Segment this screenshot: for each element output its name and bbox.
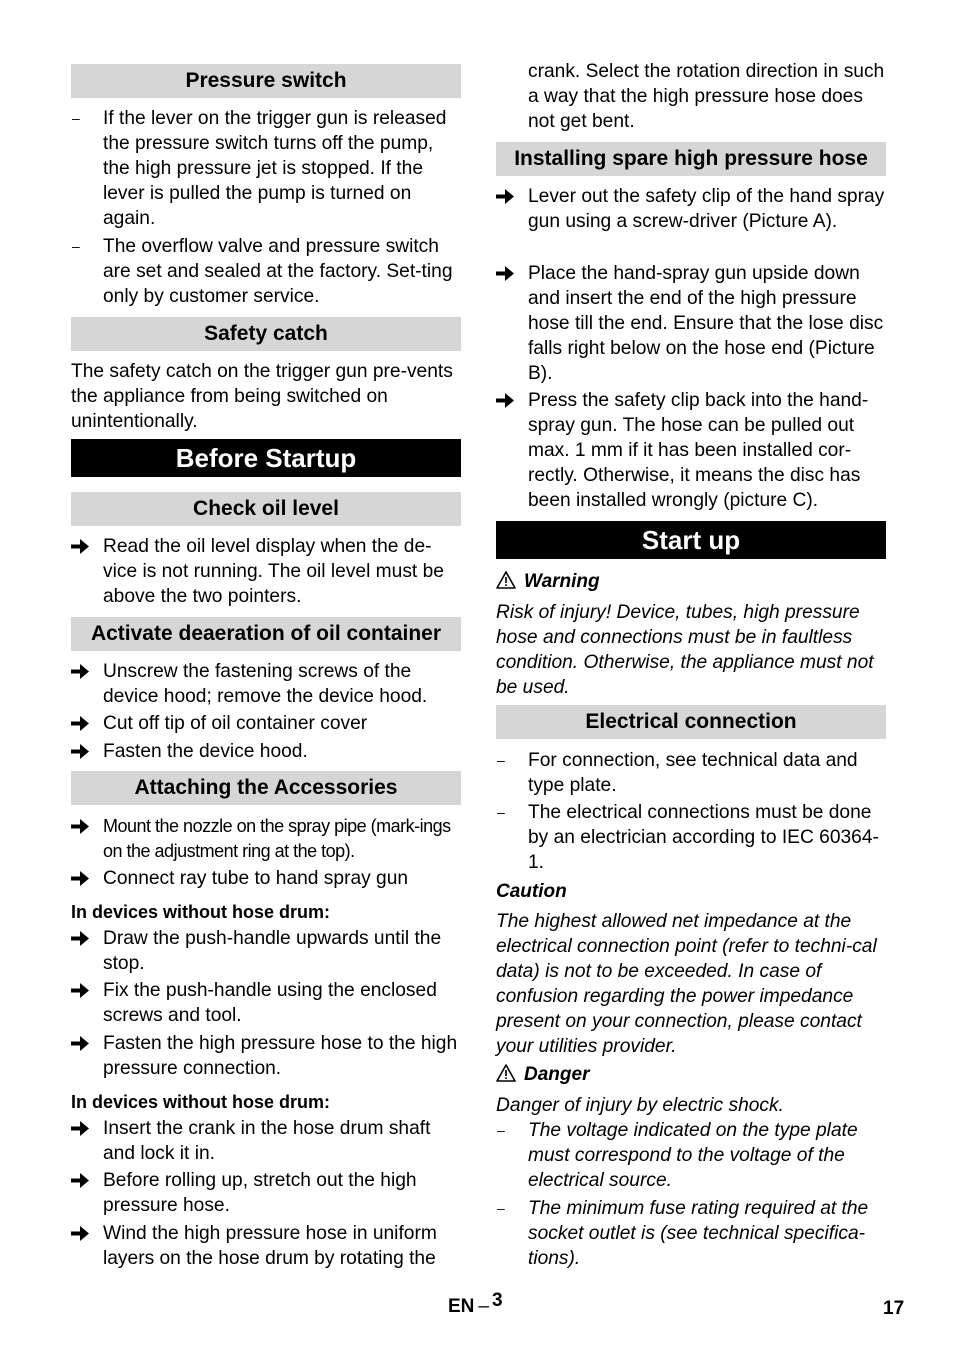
section-heading-deaeration: Activate deaeration of oil container: [71, 617, 461, 651]
caution-text: The highest allowed net impedance at the electrical connection point (refer to techni-cal data) is not to be exceeded. In case of confusion regarding the power impedance present on your connection, please contact your utilities provider.: [496, 911, 877, 1057]
arrow-right-icon: [71, 1221, 99, 1241]
dash-bullet: –: [497, 1122, 505, 1138]
subheading: In devices without hose drum:: [71, 902, 331, 922]
arrow-right-icon: [496, 184, 524, 204]
subheading: In devices without hose drum:: [71, 1092, 331, 1112]
list-item: Lever out the safety clip of the hand spray gun using a screw-driver (Picture A).: [496, 184, 886, 234]
arrow-right-icon: [71, 711, 99, 731]
list-item: – The electrical connections must be done by an electrician according to IEC 60364-1.: [497, 802, 879, 873]
section-heading-safety-catch: Safety catch: [71, 317, 461, 351]
list-item: Wind the high pressure hose in uniform layers on the hose drum by rotating the: [71, 1221, 461, 1271]
paragraph-continuation: crank. Select the rotation direction in such a way that the high pressure hose does not get bent.: [528, 61, 885, 132]
dash-bullet: –: [497, 752, 505, 768]
arrow-right-icon: [71, 866, 99, 886]
arrow-right-icon: [71, 978, 99, 998]
dash-bullet: –: [72, 238, 80, 254]
arrow-right-icon: [496, 261, 524, 281]
list-item: Fasten the high pressure hose to the high pressure connection.: [71, 1031, 461, 1081]
section-heading-spare-hose: Installing spare high pressure hose: [496, 142, 886, 176]
list-item: Place the hand-spray gun upside down and insert the end of the high pressure hose till the end. Ensure that the lose disc falls right below on the hose end (Picture B).: [496, 261, 886, 386]
arrow-right-icon: [71, 1168, 99, 1188]
caution-label: Caution: [496, 881, 567, 902]
danger-text: Danger of injury by electric shock.: [496, 1095, 784, 1116]
page-number: 17: [883, 1298, 905, 1319]
list-item: Draw the push-handle upwards until the stop.: [71, 926, 461, 976]
arrow-right-icon: [71, 659, 99, 679]
section-heading-check-oil: Check oil level: [71, 492, 461, 526]
list-item: Fix the push-handle using the enclosed screws and tool.: [71, 978, 461, 1028]
paragraph: The safety catch on the trigger gun pre-vents the appliance from being switched on unintentionally.: [71, 361, 453, 432]
list-item: Mount the nozzle on the spray pipe (mark-ings on the adjustment ring at the top).: [71, 814, 461, 864]
section-heading-electrical: Electrical connection: [496, 705, 886, 739]
list-item: – The voltage indicated on the type plate must correspond to the voltage of the electrical source.: [497, 1120, 858, 1191]
list-item: Read the oil level display when the de-vice is not running. The oil level must be above the two pointers.: [71, 534, 461, 609]
warning-triangle-icon: [496, 571, 516, 589]
warning-label: Warning: [496, 570, 600, 594]
list-item: – The overflow valve and pressure switch are set and sealed at the factory. Set-ting only by customer service.: [72, 236, 453, 307]
danger-label: Danger: [496, 1063, 589, 1087]
arrow-right-icon: [71, 739, 99, 759]
arrow-right-icon: [496, 388, 524, 408]
section-heading-accessories: Attaching the Accessories: [71, 771, 461, 805]
footer-section-label: EN – 3: [448, 1290, 503, 1317]
warning-text: Risk of injury! Device, tubes, high pressure hose and connections must be in faultless condition. Otherwise, the appliance must not be used.: [496, 602, 874, 698]
list-item: – For connection, see technical data and type plate.: [497, 750, 858, 796]
arrow-right-icon: [71, 534, 99, 554]
list-item: – If the lever on the trigger gun is released the pressure switch turns off the pump, the high pressure jet is stopped. If the lever is pulled the pump is turned on again.: [72, 108, 447, 229]
list-item: Before rolling up, stretch out the high pressure hose.: [71, 1168, 461, 1218]
arrow-right-icon: [71, 1116, 99, 1136]
section-heading-pressure-switch: Pressure switch: [71, 64, 461, 98]
list-item: Cut off tip of oil container cover: [71, 711, 461, 736]
arrow-right-icon: [71, 1031, 99, 1051]
arrow-right-icon: [71, 926, 99, 946]
list-item: Press the safety clip back into the hand-spray gun. The hose can be pulled out max. 1 mm if it has been installed cor-rectly. Otherwise, it means the disc has been installed wrongly (picture C).: [496, 388, 886, 513]
dash-bullet: –: [72, 110, 80, 126]
list-item: Connect ray tube to hand spray gun: [71, 866, 461, 891]
arrow-right-icon: [71, 814, 99, 834]
dash-bullet: –: [497, 1200, 505, 1216]
list-item: Fasten the device hood.: [71, 739, 461, 764]
list-item: – The minimum fuse rating required at the socket outlet is (see technical specifica-tions).: [497, 1198, 869, 1269]
warning-triangle-icon: [496, 1064, 516, 1082]
chapter-title-before-startup: Before Startup: [71, 439, 461, 477]
list-item: Unscrew the fastening screws of the device hood; remove the device hood.: [71, 659, 461, 709]
dash-bullet: –: [497, 804, 505, 820]
chapter-title-start-up: Start up: [496, 521, 886, 559]
list-item: Insert the crank in the hose drum shaft and lock it in.: [71, 1116, 461, 1166]
